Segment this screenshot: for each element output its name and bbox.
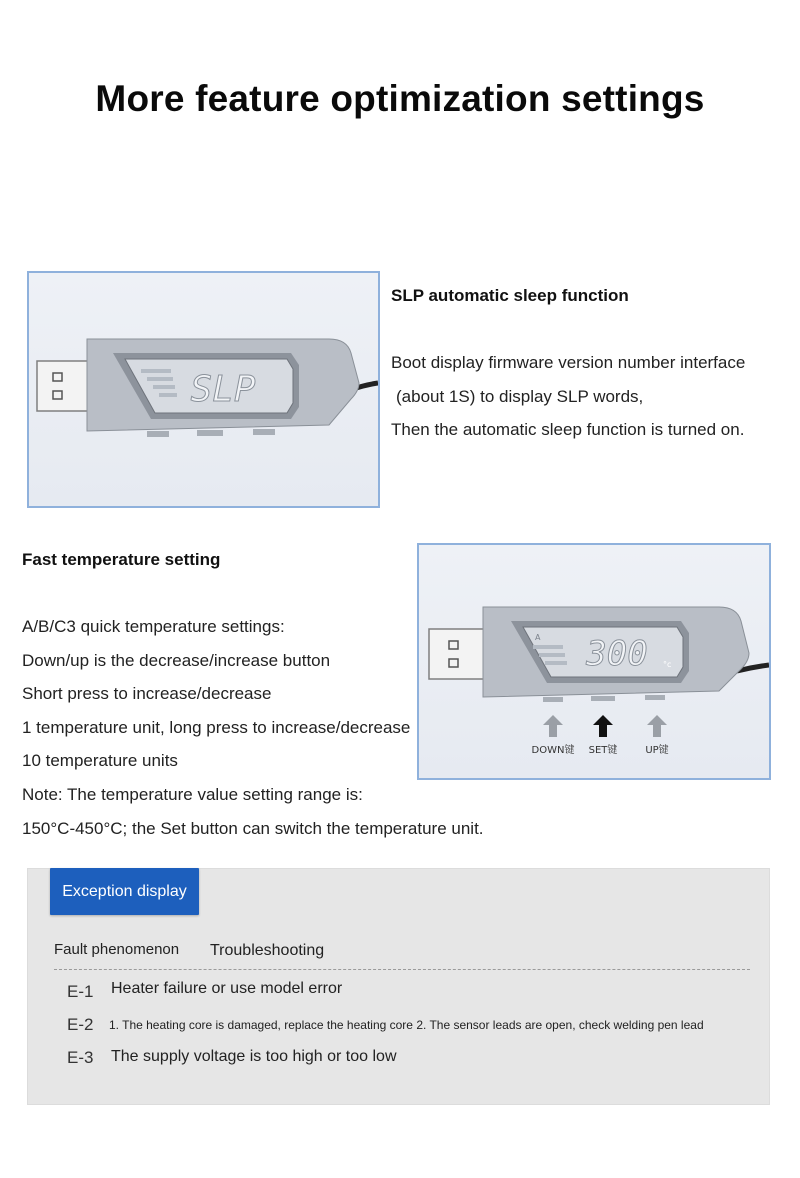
mode-label: A (535, 633, 541, 642)
sleep-line: Boot display firmware version number interface (391, 353, 746, 372)
temp-display-value: 300 (586, 634, 648, 674)
error-description: 1. The heating core is damaged, replace the heating core 2. The sensor leads are open, check welding pen lead (109, 1018, 704, 1032)
temp-heading: Fast temperature setting (22, 550, 221, 569)
down-button-label: DOWN键 (531, 745, 575, 756)
temp-line: A/B/C3 quick temperature settings: (22, 617, 285, 636)
temp-display-unit: °c (663, 660, 672, 669)
exception-badge: Exception display (50, 868, 199, 915)
temp-line: 1 temperature unit, long press to increase/decrease (22, 718, 411, 737)
sleep-heading: SLP automatic sleep function (391, 286, 629, 305)
sleep-line: Then the automatic sleep function is turned on. (391, 420, 745, 439)
error-code: E-1 (67, 982, 94, 1001)
error-code: E-3 (67, 1048, 94, 1067)
error-description: Heater failure or use model error (111, 980, 343, 997)
temp-display-photo (417, 543, 771, 780)
sleep-display-text: SLP (190, 369, 256, 410)
temp-line: 10 temperature units (22, 751, 178, 770)
temp-line: Down/up is the decrease/increase button (22, 651, 331, 670)
up-arrow-icon (647, 715, 667, 737)
sleep-line: (about 1S) to display SLP words, (396, 387, 644, 406)
up-button-label: UP键 (645, 745, 669, 756)
set-button-label: SET键 (588, 745, 618, 756)
column-header-fault: Fault phenomenon (54, 941, 180, 958)
down-arrow-icon (543, 715, 563, 737)
error-code: E-2 (67, 1015, 94, 1034)
set-arrow-icon (593, 715, 613, 737)
error-description: The supply voltage is too high or too low (111, 1048, 397, 1065)
temp-line: Note: The temperature value setting range is: (22, 785, 363, 804)
temp-line: Short press to increase/decrease (22, 684, 272, 703)
page-title: More feature optimization settings (95, 78, 705, 119)
column-header-troubleshooting: Troubleshooting (210, 942, 325, 959)
sleep-display-photo (27, 271, 380, 508)
temp-line: 150°C-450°C; the Set button can switch the temperature unit. (22, 819, 484, 838)
table-divider (54, 969, 750, 970)
